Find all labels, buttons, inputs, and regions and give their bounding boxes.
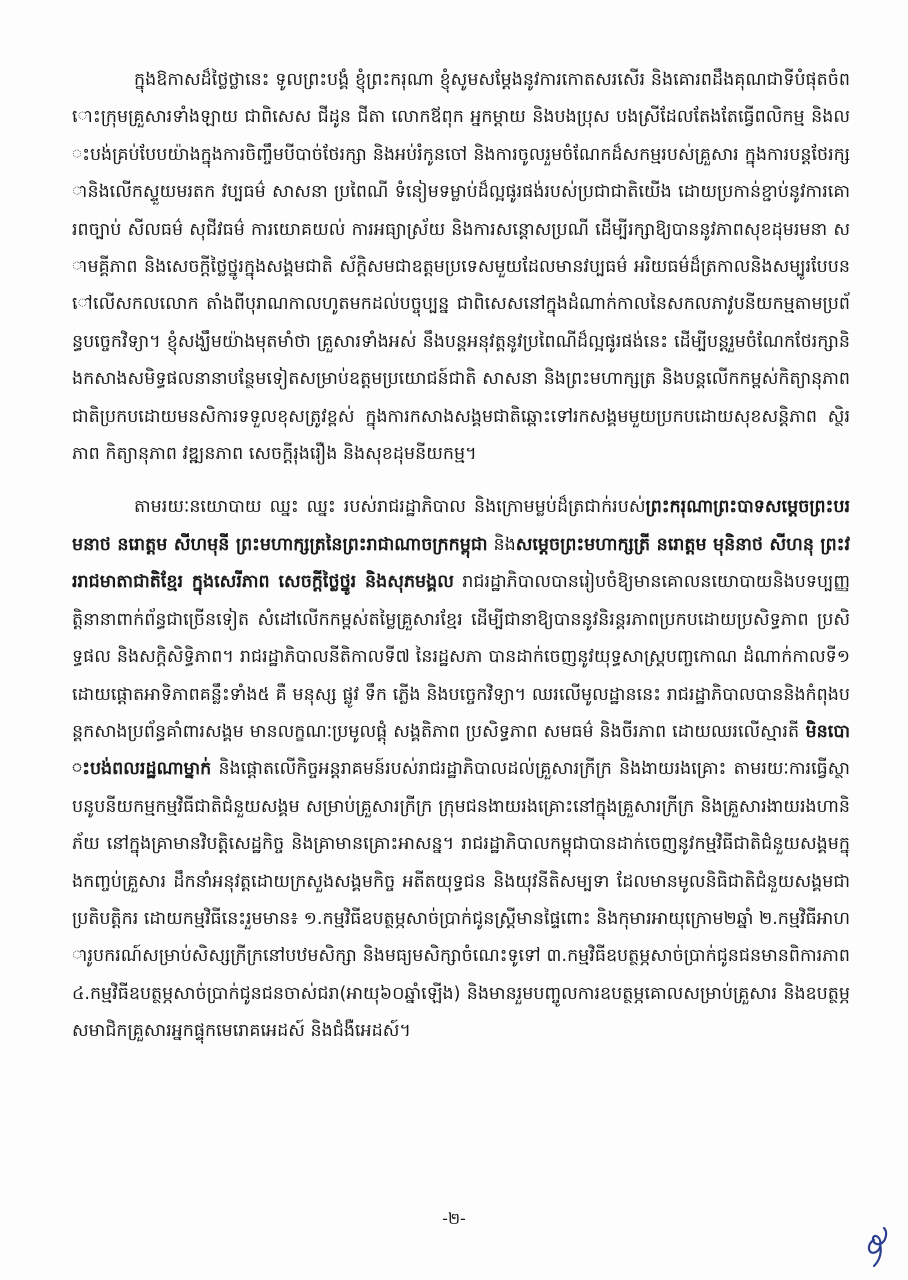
paragraph-2-end: និងផ្តោតលើកិច្ចអន្តរាគមន៍របស់រាជរដ្ឋាភិបាលដល់គ្រួសារក្រីក្រ និងងាយរងគ្រោះ តាមរយៈការធ្វើស្ថាបនូបនីយកម្មកម្មវិធីជាតិជំនួយសង្គម សម្រាប់គ្រួសារក្រីក្រ ក្រុមជនងាយរងគ្រោះនៅក្នុងគ្រួសារក្រីក្រ និងគ្រួសារងាយរងហានិភ័យ នៅក្នុងគ្រាមានវិបត្តិសេដ្ឋកិច្ច និងគ្រាមានគ្រោះអាសន្ន។ រាជរដ្ឋាភិបាលកម្ពុជាបានដាក់ចេញនូវកម្មវិធីជាតិជំនួយសង្គមក្នុងកញ្ចប់គ្រួសារ ដឹកនាំអនុវត្តដោយក្រសួងសង្គមកិច្ច អតីតយុទ្ធជន និងយុវនីតិសម្បទា ដែលមានមូលនិធិជាតិជំនួយសង្គមជាប្រតិបត្តិករ ដោយកម្មវិធីនេះរួមមាន៖ ១.កម្មវិធីឧបត្ថម្ភសាច់ប្រាក់ជូនស្ត្រីមានផ្ទៃពោះ និងកុមារអាយុក្រោម២ឆ្នាំ ២.កម្មវិធីអាហារូបករណ៍សម្រាប់សិស្សក្រីក្រនៅបឋមសិក្សា និងមធ្យមសិក្សាចំណេះទូទៅ ៣.កម្មវិធីឧបត្ថម្ភសាច់ប្រាក់ជូនជនមានពិការភាព ៤.កម្មវិធីឧបត្ថម្ភសាច់ប្រាក់ជូនជនចាស់ជរា(អាយុ៦០ឆ្នាំឡើង) និងមានរួមបញ្ចូលការឧបត្ថម្ភគោលសម្រាប់គ្រួសារ និងឧបត្ថម្ភសមាជិកគ្រួសារអ្នកផ្ទុកមេរោគអេដស៍ និងជំងឺអេដស៍។: [72, 759, 850, 1042]
paragraph-2-middle: រាជរដ្ឋាភិបាលបានរៀបចំឱ្យមានគោលនយោបាយនិងបទប្បញ្ញត្តិនានាពាក់ព័ន្ធជាច្រើនទៀត សំដៅលើកកម្ពស់តម្លៃគ្រួសារខ្មែរ ដើម្បីជានាឱ្យបាននូវនិរន្តរភាពប្រកបដោយប្រសិទ្ធភាព ប្រសិទ្ធផល និងសក្តិសិទ្ធិភាព។ រាជរដ្ឋាភិបាលនីតិកាលទី៧ នៃរដ្ឋសភា បានដាក់ចេញនូវយុទ្ធសាស្ត្របញ្ចកោណ ដំណាក់កាលទី១ ដោយផ្តោតអាទិភាពគន្លឹះទាំង៥ គឺ មនុស្ស ផ្លូវ ទឹក ភ្លើង និងបច្ចេកវិទ្យា។ ឈរលើមូលដ្ឋាននេះ រាជរដ្ឋាភិបាលបាននិងកំពុងបន្តកសាងប្រព័ន្ធគាំពារសង្គម មានលក្ខណៈប្រមូលផ្តុំ សង្គតិភាព ប្រសិទ្ធភាព សមធម៌ និងចីរភាព ដោយឈរលើស្មារតី: [72, 572, 850, 742]
paragraph-2-and: និង: [487, 534, 516, 555]
paragraph-social-assistance: [72, 489, 850, 1050]
document-body: [72, 62, 850, 1051]
paragraph-family-gratitude: ក្នុងឱកាសដ៏ថ្លៃថ្លានេះ ទូលព្រះបង្គំ ខ្ញុំព្រះករុណា ខ្ញុំសូមសម្តែងនូវការកោតសរសើរ និងគោរពដឹងគុណជាទីបំផុតចំពោះក្រុមគ្រួសារទាំងឡាយ ជាពិសេស ជីដូន ជីតា លោកឪពុក អ្នកម្តាយ និងបងប្រុស បងស្រីដែលតែងតែធ្វើពលិកម្ម និងលះបង់គ្រប់បែបយ៉ាងក្នុងការចិញ្ចឹមបីបាច់ថែរក្សា និងអប់រំកូនចៅ និងការចូលរួមចំណែកដ៏សកម្មរបស់គ្រួសារ ក្នុងការបន្តថែរក្សានិងលើកស្ទួយមរតក វប្បធម៌ សាសនា ប្រពៃណី ទំនៀមទម្លាប់ដ៏ល្អផូរផង់របស់ប្រជាជាតិយើង ដោយប្រកាន់ខ្ជាប់នូវការគោរពច្បាប់ សីលធម៌ សុជីវធម៌ ការយោគយល់ ការអធ្យាស្រ័យ និងការសន្ដោសប្រណី ដើម្បីរក្សាឱ្យបាននូវភាពសុខដុមរមនា សាមគ្គីភាព និងសេចក្តីថ្លៃថ្នូរក្នុងសង្គមជាតិ ស័ក្តិសមជាឧត្តមប្រទេសមួយដែលមានវប្បធម៌ អរិយធម៌ដ៏ត្រកាលនិងសម្បូរបែបនៅលើសកលលោក តាំងពីបុរាណកាលហូតមកដល់បច្ចុប្បន្ន ជាពិសេសនៅក្នុងដំណាក់កាលនៃសកលភាវូបនីយកម្មតាមប្រព័ន្ធបច្ចេកវិទ្យា។ ខ្ញុំសង្ឃឹមយ៉ាងមុតមាំថា គ្រួសារទាំងអស់ នឹងបន្តអនុវត្តនូវប្រពៃណីដ៏ល្អផូរផង់នេះ ដើម្បីបន្តរួមចំណែកថែរក្សានិងកសាងសមិទ្ធផលនានាបន្ថែមទៀតសម្រាប់ឧត្តមប្រយោជន៍ជាតិ សាសនា និងព្រះមហាក្សត្រ និងបន្តលើកកម្ពស់កិត្យានុភាពជាតិប្រកបដោយមនសិការទទួលខុសត្រូវខ្ពស់ ក្នុងការកសាងសង្គមជាតិឆ្ពោះទៅរកសង្គមមួយប្រកបដោយសុខសន្តិភាព ស្ថិរភាព កិត្យានុភាព វឌ្ឍនភាព សេចក្តីរុងរឿង និងសុខដុមនីយកម្ម។: [72, 70, 850, 465]
page-number: -២-: [442, 1209, 466, 1228]
king-title: ព្រះករុណាព្រះបាទសម្តេចព្រះបរមនាថ នរោត្តម សីហមុនី ព្រះមហាក្សត្រនៃព្រះរាជាណាចក្រកម្ពុជា: [72, 497, 850, 555]
paragraph-2-intro: តាមរយៈនយោបាយ ឈ្នះ ឈ្នះ របស់រាជរដ្ឋាភិបាល និងក្រោមម្លប់ដ៏ត្រជាក់របស់: [134, 497, 646, 518]
queen-mother-title: សម្តេចព្រះមហាក្សត្រី នរោត្តម មុនិនាថ សីហនុ ព្រះវររាជមាតាជាតិខ្មែរ ក្នុងសេរីភាព សេចក្តីថ្លៃថ្នូរ និងសុភមង្គល: [72, 534, 850, 593]
handwritten-initial-mark: [860, 1222, 900, 1270]
leave-no-one-behind-phrase: មិនបោះបង់ពលរដ្ឋណាម្នាក់: [72, 721, 850, 780]
